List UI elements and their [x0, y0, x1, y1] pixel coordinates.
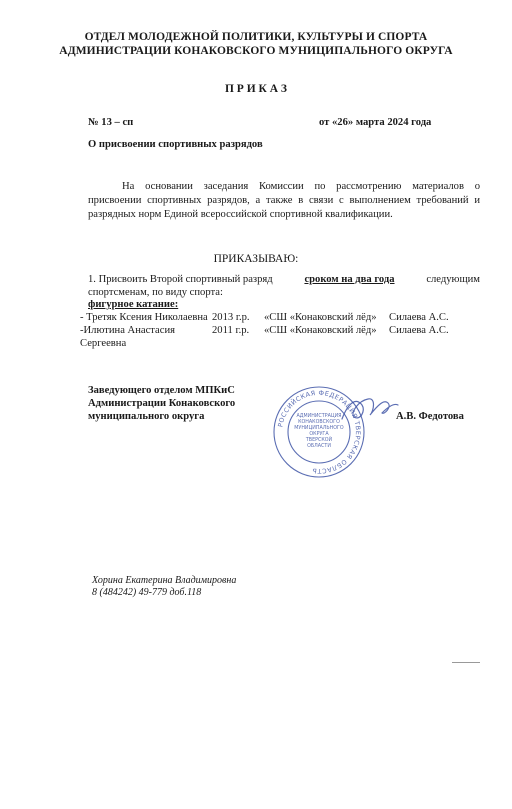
clause1-line1: [88, 274, 480, 285]
sport-name: фигурное катание:: [88, 299, 179, 310]
preamble-line2: присвоении спортивных разрядов, а также в связи с выполнением требований и: [88, 195, 480, 206]
stamp-inner-line: МУНИЦИПАЛЬНОГО: [294, 426, 344, 431]
clause1-text: 1. Присвоить Второй спортивный разряд: [88, 274, 273, 285]
order-word: ПРИКАЗЫВАЮ:: [213, 253, 299, 265]
signatory-title-line3: муниципального округа: [88, 411, 205, 422]
athlete-name: - Третяк Ксения Николаевна: [80, 312, 208, 323]
athlete-coach: Силаева А.С.: [389, 312, 449, 323]
preamble-line3: разрядных норм Единой всероссийской спортивной квалификации.: [88, 209, 393, 220]
clause1-term: сроком на два года: [304, 274, 395, 285]
doc-type-title: П Р И К А З: [224, 83, 287, 95]
signatory-name: А.В. Федотова: [396, 411, 464, 422]
athlete-school: «СШ «Конаковский лёд»: [264, 325, 377, 336]
stamp-inner-line: ТВЕРСКОЙ: [305, 438, 333, 443]
athlete-name-cont: Сергеевна: [80, 338, 127, 349]
clause1-line2: спортсменам, по виду спорта:: [88, 287, 223, 298]
athlete-school: «СШ «Конаковский лёд»: [264, 312, 377, 323]
executor-phone: 8 (484242) 49-779 доб.118: [92, 587, 202, 598]
order-number: № 13 – сп: [88, 117, 134, 128]
athlete-year: 2011 г.р.: [212, 325, 250, 336]
signatory-title-line2: Администрации Конаковского: [88, 398, 236, 409]
page-mark-line: [452, 662, 480, 663]
stamp-inner-line: ОБЛАСТИ: [307, 444, 331, 449]
order-date: от «26» марта 2024 года: [319, 117, 432, 128]
clause1-text-end: следующим: [426, 274, 480, 285]
org-header-line1: ОТДЕЛ МОЛОДЕЖНОЙ ПОЛИТИКИ, КУЛЬТУРЫ И СПОРТА: [84, 31, 428, 43]
stamp-inner-line: АДМИНИСТРАЦИЯ: [296, 414, 342, 419]
stamp-inner-line: КОНАКОВСКОГО: [298, 420, 340, 425]
athlete-coach: Силаева А.С.: [389, 325, 449, 336]
athlete-year: 2013 г.р.: [212, 312, 250, 323]
handwritten-signature: [338, 393, 400, 427]
stamp-outer-text: РОССИЙСКАЯ ФЕДЕРАЦИЯ ТВЕРСКАЯ ОБЛАСТЬ: [276, 388, 363, 476]
signatory-title-line1: Заведующего отделом МПКиС: [88, 385, 235, 396]
executor-name: Хорина Екатерина Владимировна: [92, 575, 237, 586]
order-subject: О присвоении спортивных разрядов: [88, 139, 263, 150]
org-header-line2: АДМИНИСТРАЦИИ КОНАКОВСКОГО МУНИЦИПАЛЬНОГО ОКРУГА: [59, 45, 453, 57]
athlete-name: -Илютина Анастасия: [80, 325, 175, 336]
stamp-inner-line: ОКРУГА: [309, 432, 329, 437]
preamble-line1: На основании заседания Комиссии по рассмотрению материалов о: [122, 181, 480, 192]
